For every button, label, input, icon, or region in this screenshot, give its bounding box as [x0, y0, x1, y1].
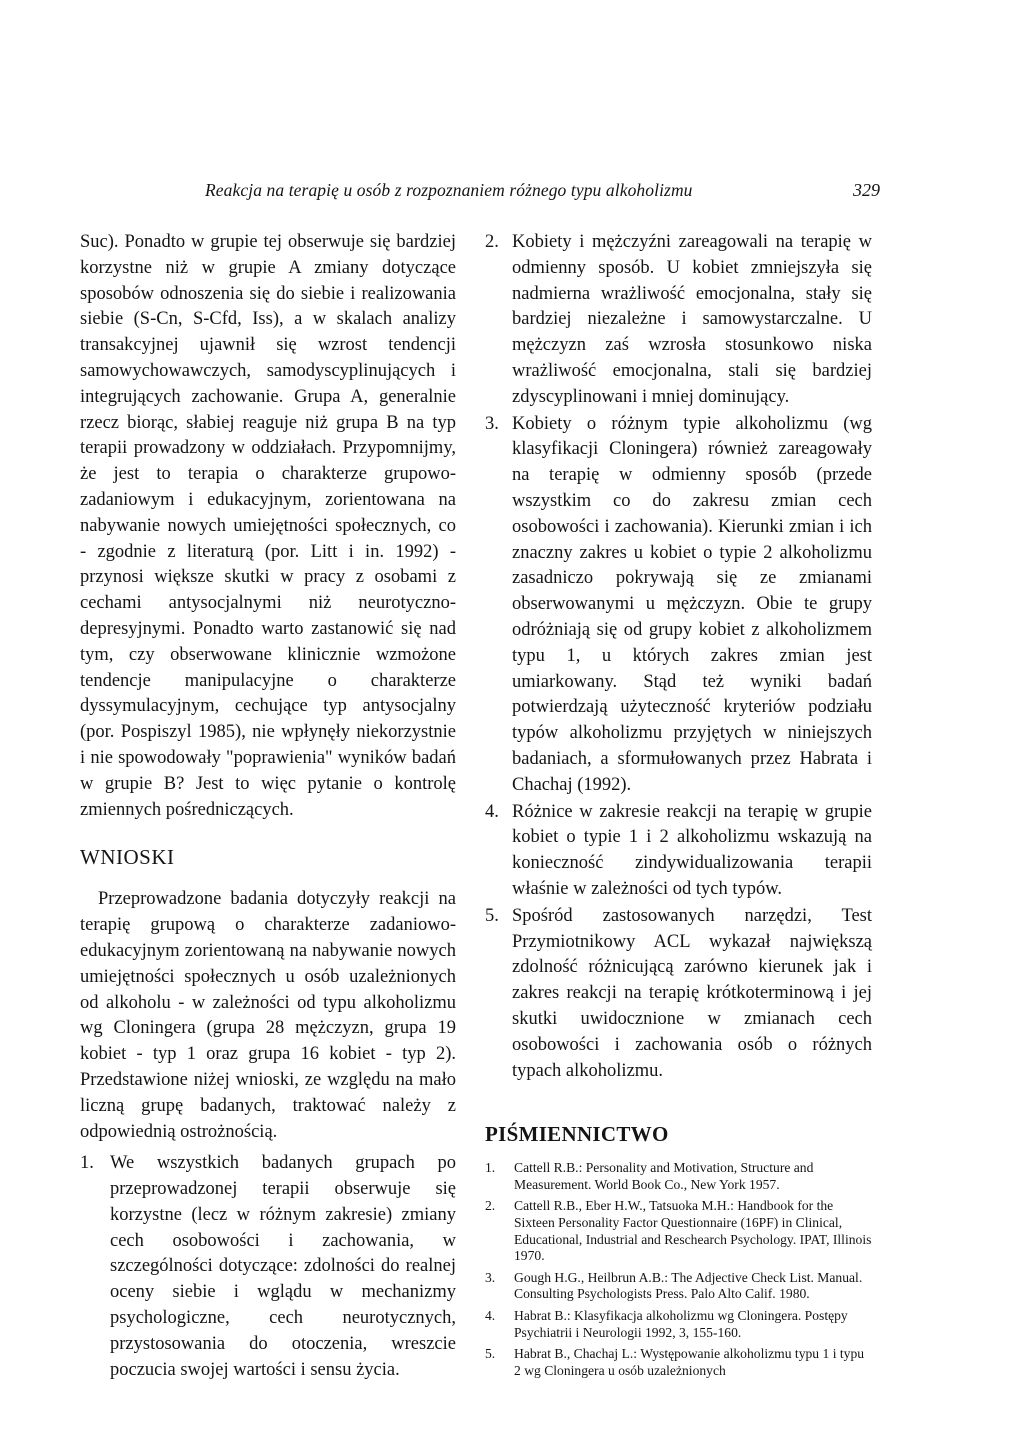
list-item: [485, 230, 872, 411]
list-item: [485, 904, 872, 1085]
list-item: [80, 1151, 456, 1383]
reference-item: [485, 1270, 872, 1303]
references-list: [485, 1160, 872, 1379]
conclusions-list: [80, 1151, 456, 1383]
list-item-text: Kobiety i mężczyźni zareagowali na terapię w odmienny sposób. U kobiet zmniejszyła się nadmierna wrażliwość emocjonalna, stały się bardziej niezależne i samowystarczalne. U mężczyzn zaś wzrosła stosunkowo niska wrażliwość emocjonalna, stali się bardziej zdyscyplinowani i mniej dominujący.: [512, 232, 872, 407]
reference-text: Cattell R.B.: Personality and Motivation, Structure and Measurement. World Book Co., New York 1957.: [514, 1160, 814, 1192]
reference-item: [485, 1160, 872, 1193]
list-item-text: Spośród zastosowanych narzędzi, Test Przymiotnikowy ACL wykazał największą zdolność różnicującą zarówno kierunek jak i zakres reakcji na terapię krótkoterminową i jej skutki uwidocznione w zmianach cech osobowości i zachowania osób o różnych typach alkoholizmu.: [512, 905, 872, 1081]
section-heading: WNIOSKI: [80, 845, 175, 870]
reference-number: 1.: [485, 1160, 496, 1176]
reference-text: Gough H.G., Heilbrun A.B.: The Adjective Check List. Manual. Consulting Psychologists Press. Palo Alto Calif. 1980.: [514, 1269, 863, 1302]
list-item-number: 1.: [80, 1153, 94, 1174]
reference-item: [485, 1198, 872, 1264]
reference-number: 5.: [485, 1346, 496, 1362]
reference-text: Habrat B., Chachaj L.: Występowanie alkoholizmu typu 1 i typu 2 wg Cloningera u osób uzależnionych: [514, 1346, 865, 1378]
list-item-number: 2.: [485, 232, 499, 252]
page-number: 329: [853, 180, 880, 200]
list-item-text: Różnice w zakresie reakcji na terapię w grupie kobiet o typie 1 i 2 alkoholizmu wskazują na konieczność zindywidualizowania terapii właśnie w zależności od tych typów.: [512, 801, 872, 899]
reference-text: Cattell R.B., Eber H.W., Tatsuoka M.H.: Handbook for the Sixteen Personality Factor Questionnaire (16PF) in Clinical, Educational, Industrial and Reschearch Psychology. IPAT, Illinois 1970.: [514, 1198, 872, 1264]
list-item-number: 5.: [485, 905, 499, 926]
conclusions-list: [485, 230, 872, 1084]
reference-number: 4.: [485, 1308, 496, 1324]
reference-text: Habrat B.: Klasyfikacja alkoholizmu wg Cloningera. Postępy Psychiatrii i Neurologii 1992, 3, 155-160.: [514, 1308, 848, 1340]
right-column: [485, 230, 872, 1384]
reference-number: 3.: [485, 1269, 496, 1285]
reference-item: [485, 1308, 872, 1341]
reference-item: [485, 1346, 872, 1379]
list-item-number: 3.: [485, 413, 499, 434]
body-paragraph: Suc). Ponadto w grupie tej obserwuje się bardziej korzystne niż w grupie A zmiany dotyczące sposobów odnoszenia się do siebie i realizowania siebie (S-Cn, S-Cfd, Iss), a w skalach analizy transakcyjnej ujawnił się wzrost tendencji samowychowawczych, samodyscyplinujących i integrujących zachowanie. Grupa A, generalnie rzecz biorąc, słabiej reaguje niż grupa B na typ terapii prowadzony w oddziałach. Przypomnijmy, że jest to terapia o charakterze grupowo-zadaniowym i edukacyjnym, zorientowana na nabywanie nowych umiejętności społecznych, co - zgodnie z literaturą (por. Litt i in. 1992) - przynosi większe skutki w pracy z osobami z cechami antysocjalnymi niż neurotyczno-depresyjnymi. Ponadto warto zastanowić się nad tym, czy obserwowane klinicznie wzmożone tendencje manipulacyjne o charakterze dyssymulacyjnym, cechujące typ antysocjalny (por. Pospiszyl 1985), nie wpłynęły niekorzystnie i nie spowodowały "poprawienia" wyników badań w grupie B? Jest to więc pytanie o kontrolę zmiennych pośredniczących.: [80, 232, 456, 820]
reference-number: 2.: [485, 1198, 496, 1214]
list-item: [485, 800, 872, 903]
list-item-text: Kobiety o różnym typie alkoholizmu (wg klasyfikacji Cloningera) również zareagowały na terapię w odmienny sposób (przede wszystkim co do zakresu zmian cech osobowości i zachowania). Kierunki zmian i ich znaczny zakres u kobiet o typie 2 alkoholizmu zasadniczo pokrywają się ze zmianami obserwowanymi u mężczyzn. Obie te grupy odróżniają się od grupy kobiet z alkoholizmem typu 1, u których zakres zmian jest umiarkowany. Stąd też wyniki badań potwierdzają użyteczność kryteriów podziału typów alkoholizmu przyjętych w niniejszych badaniach, a sformułowanych przez Habrata i Chachaj (1992).: [512, 413, 872, 795]
list-item: [485, 412, 872, 799]
list-item-text: We wszystkich badanych grupach po przeprowadzonej terapii obserwuje się korzystne (lecz w różnym zakresie) zmiany cech osobowości i zachowania, w szczególności dotyczące: zdolności do realnej oceny siebie i wglądu w mechanizmy psychologiczne, cech neurotycznych, przystosowania do otoczenia, wreszcie poczucia swojej wartości i sensu życia.: [110, 1153, 456, 1380]
body-paragraph: Przeprowadzone badania dotyczyły reakcji na terapię grupową o charakterze zadaniowo-edukacyjnym zorientowaną na nabywanie nowych umiejętności społecznych u osób uzależnionych od alkoholu - w zależności od typu alkoholizmu wg Cloningera (grupa 28 mężczyzn, grupa 19 kobiet - typ 1 oraz grupa 16 kobiet - typ 2). Przedstawione niżej wnioski, ze względu na mało liczną grupę badanych, traktować należy z odpowiednią ostrożnością.: [80, 889, 456, 1142]
list-item-number: 4.: [485, 801, 499, 822]
references-heading: PIŚMIENNICTWO: [485, 1122, 669, 1147]
running-header: [80, 180, 880, 210]
left-column: [80, 230, 456, 1384]
running-title: Reakcja na terapię u osób z rozpoznaniem różnego typu alkoholizmu: [205, 180, 693, 200]
